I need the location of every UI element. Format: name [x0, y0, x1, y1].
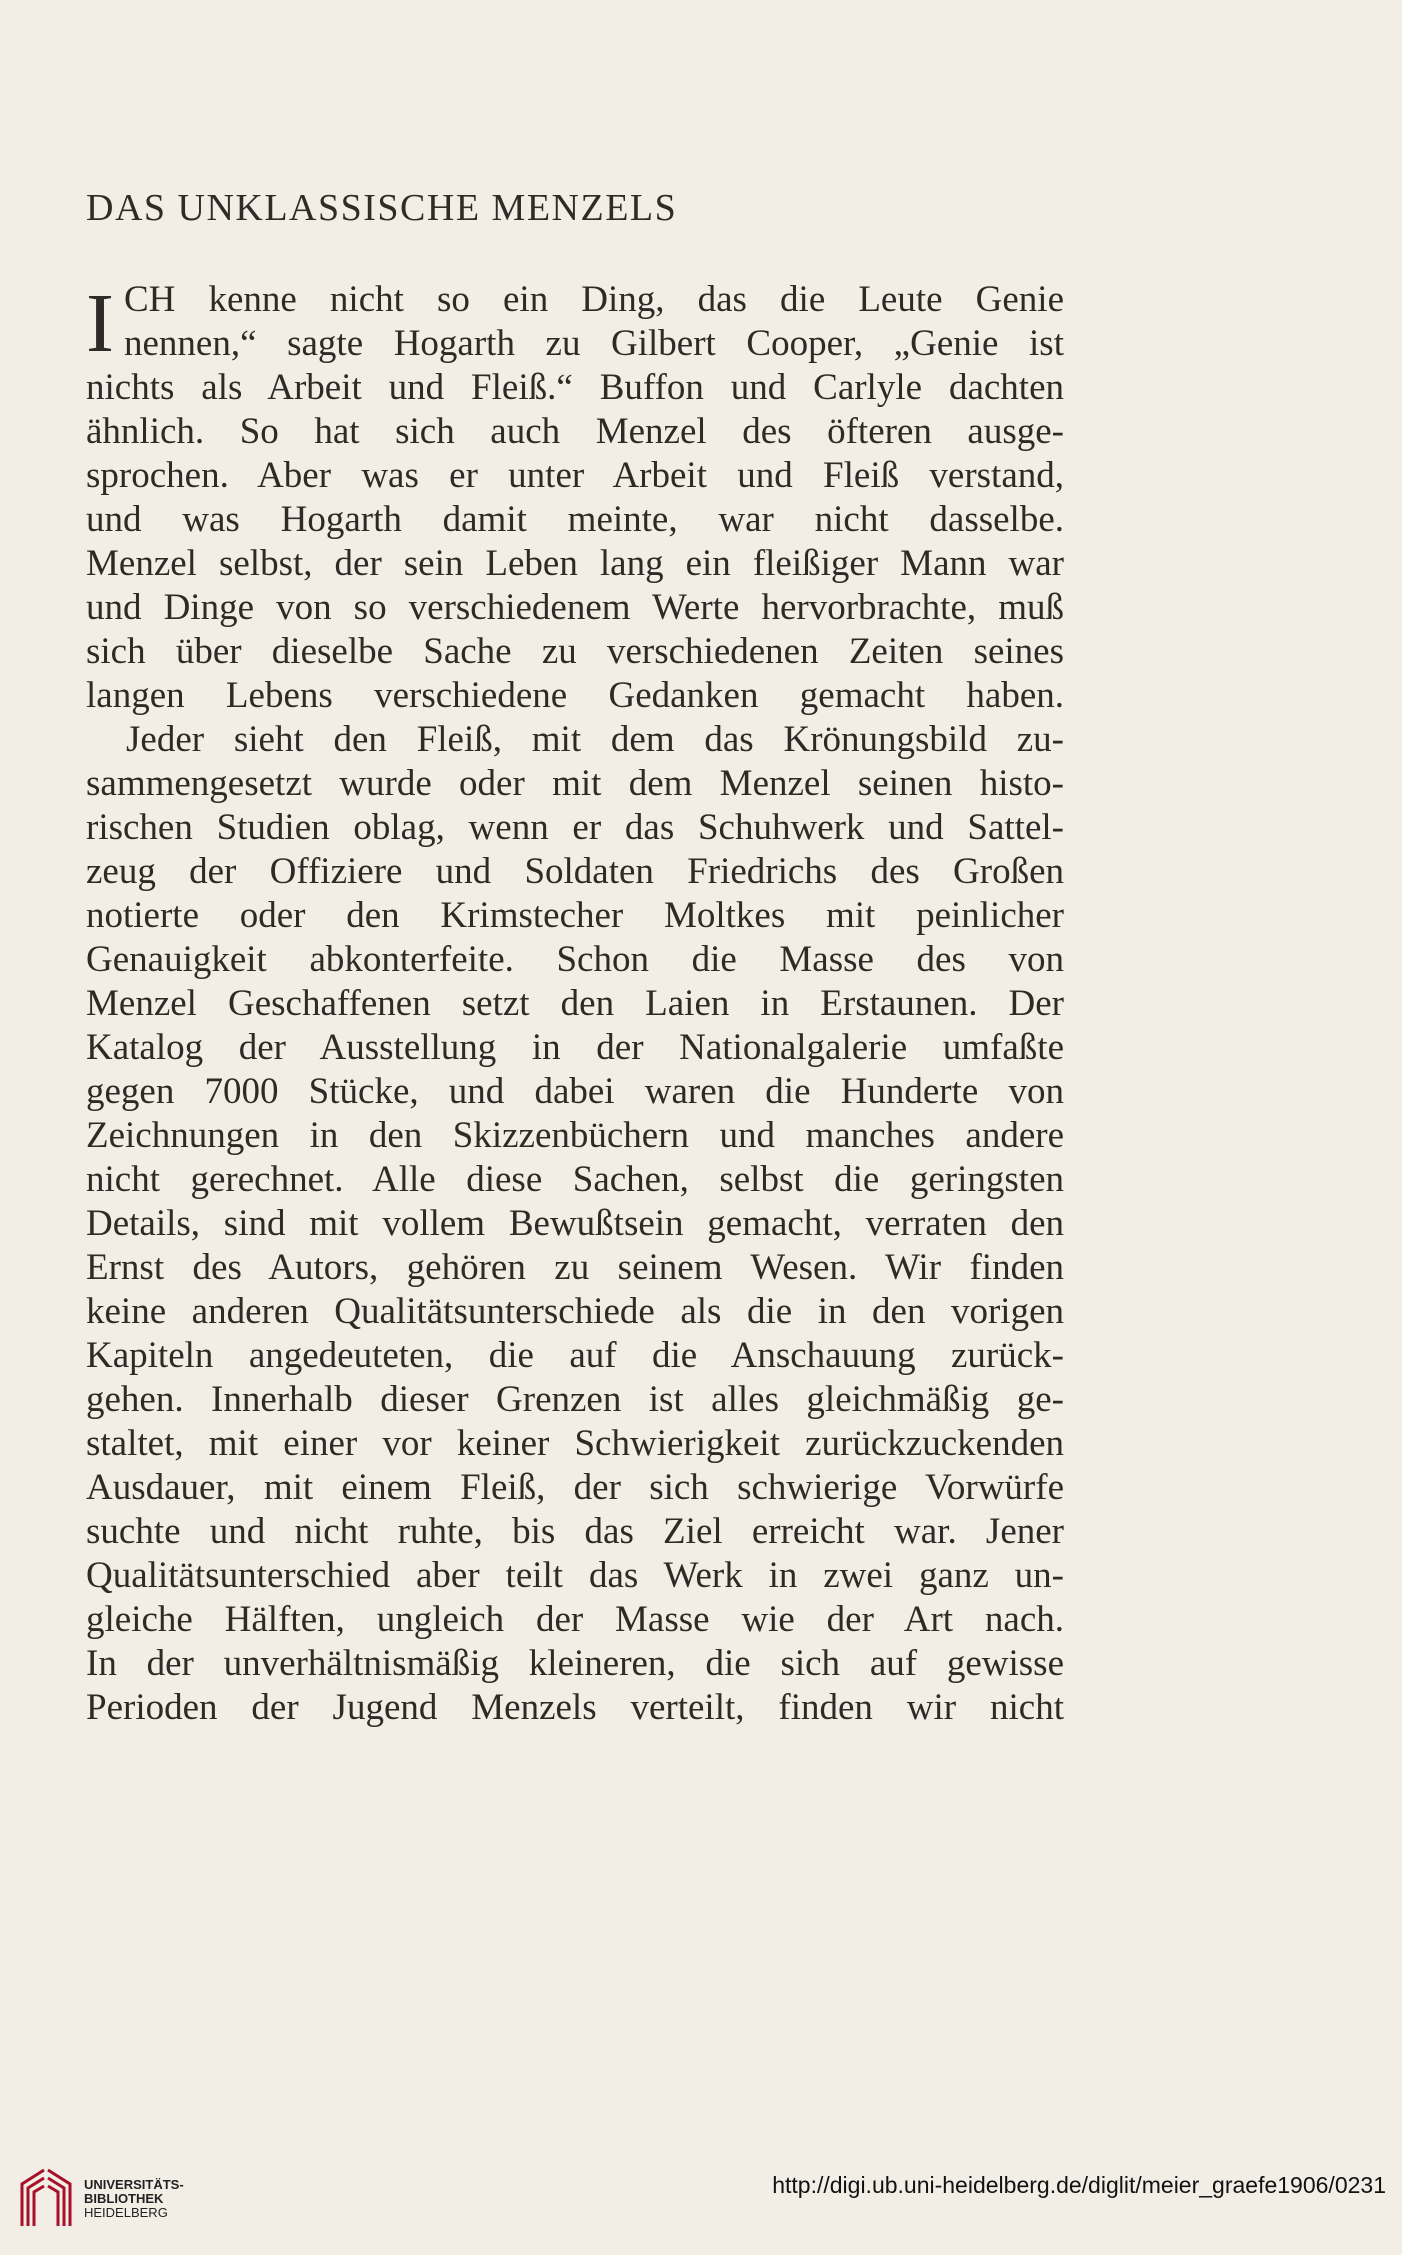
text-line: CH kenne nicht so ein Ding, das die Leute Genie [124, 279, 1064, 320]
ub-heidelberg-logo-icon [14, 2164, 76, 2234]
text-line: nicht gerechnet. Alle diese Sachen, selbst die geringsten [86, 1159, 1064, 1200]
library-name-line: BIBLIOTHEK [84, 2191, 164, 2206]
text-line: sprochen. Aber was er unter Arbeit und Fleiß verstand, [86, 455, 1064, 496]
drop-cap: I [86, 277, 114, 370]
text-line: langen Lebens verschiedene Gedanken gemacht haben. [86, 675, 1064, 716]
text-line: sammengesetzt wurde oder mit dem Menzel seinen histo- [86, 763, 1064, 804]
text-line: suchte und nicht ruhte, bis das Ziel erreicht war. Jener [86, 1511, 1064, 1552]
text-line: Jeder sieht den Fleiß, mit dem das Krönungsbild zu- [126, 719, 1064, 760]
text-line: Ausdauer, mit einem Fleiß, der sich schwierige Vorwürfe [86, 1467, 1064, 1508]
text-line: Genauigkeit abkonterfeite. Schon die Masse des von [86, 939, 1064, 980]
text-line: Menzel Geschaffenen setzt den Laien in Erstaunen. Der [86, 983, 1064, 1024]
text-line: keine anderen Qualitätsunterschiede als die in den vorigen [86, 1291, 1064, 1332]
text-line: zeug der Offiziere und Soldaten Friedrichs des Großen [86, 851, 1064, 892]
text-line: und was Hogarth damit meinte, war nicht dasselbe. [86, 499, 1064, 540]
source-url-link[interactable]: http://digi.ub.uni-heidelberg.de/diglit/meier_graefe1906/0231 [772, 2172, 1386, 2198]
text-line: nennen,“ sagte Hogarth zu Gilbert Cooper, „Genie ist [124, 323, 1064, 364]
text-line: In der unverhältnismäßig kleineren, die sich auf gewisse [86, 1643, 1064, 1684]
text-line: staltet, mit einer vor keiner Schwierigkeit zurückzuckenden [86, 1423, 1064, 1464]
text-line: gehen. Innerhalb dieser Grenzen ist alles gleichmäßig ge- [86, 1379, 1064, 1420]
text-line: rischen Studien oblag, wenn er das Schuhwerk und Sattel- [86, 807, 1064, 848]
text-line: ähnlich. So hat sich auch Menzel des öfteren ausge- [86, 411, 1064, 452]
text-line: Menzel selbst, der sein Leben lang ein fleißiger Mann war [86, 543, 1064, 584]
text-line: Perioden der Jugend Menzels verteilt, finden wir nicht [86, 1687, 1064, 1728]
digitization-footer [0, 2152, 1402, 2255]
library-name-line: UNIVERSITÄTS- [84, 2177, 184, 2192]
library-name-line: HEIDELBERG [84, 2205, 168, 2220]
text-line: Qualitätsunterschied aber teilt das Werk in zwei ganz un- [86, 1555, 1064, 1596]
chapter-heading: DAS UNKLASSISCHE MENZELS [86, 187, 678, 229]
body-text [86, 278, 1064, 1730]
text-line: gegen 7000 Stücke, und dabei waren die Hunderte von [86, 1071, 1064, 1112]
text-line: sich über dieselbe Sache zu verschiedenen Zeiten seines [86, 631, 1064, 672]
text-line: nichts als Arbeit und Fleiß.“ Buffon und Carlyle dachten [86, 367, 1064, 408]
text-line: Ernst des Autors, gehören zu seinem Wesen. Wir finden [86, 1247, 1064, 1288]
library-name [84, 2178, 184, 2220]
text-line: und Dinge von so verschiedenem Werte hervorbrachte, muß [86, 587, 1064, 628]
text-line: Details, sind mit vollem Bewußtsein gemacht, verraten den [86, 1203, 1064, 1244]
text-line: Kapiteln angedeuteten, die auf die Anschauung zurück- [86, 1335, 1064, 1376]
text-line: Zeichnungen in den Skizzenbüchern und manches andere [86, 1115, 1064, 1156]
text-line: gleiche Hälften, ungleich der Masse wie der Art nach. [86, 1599, 1064, 1640]
text-line: Katalog der Ausstellung in der Nationalgalerie umfaßte [86, 1027, 1064, 1068]
text-line: notierte oder den Krimstecher Moltkes mit peinlicher [86, 895, 1064, 936]
